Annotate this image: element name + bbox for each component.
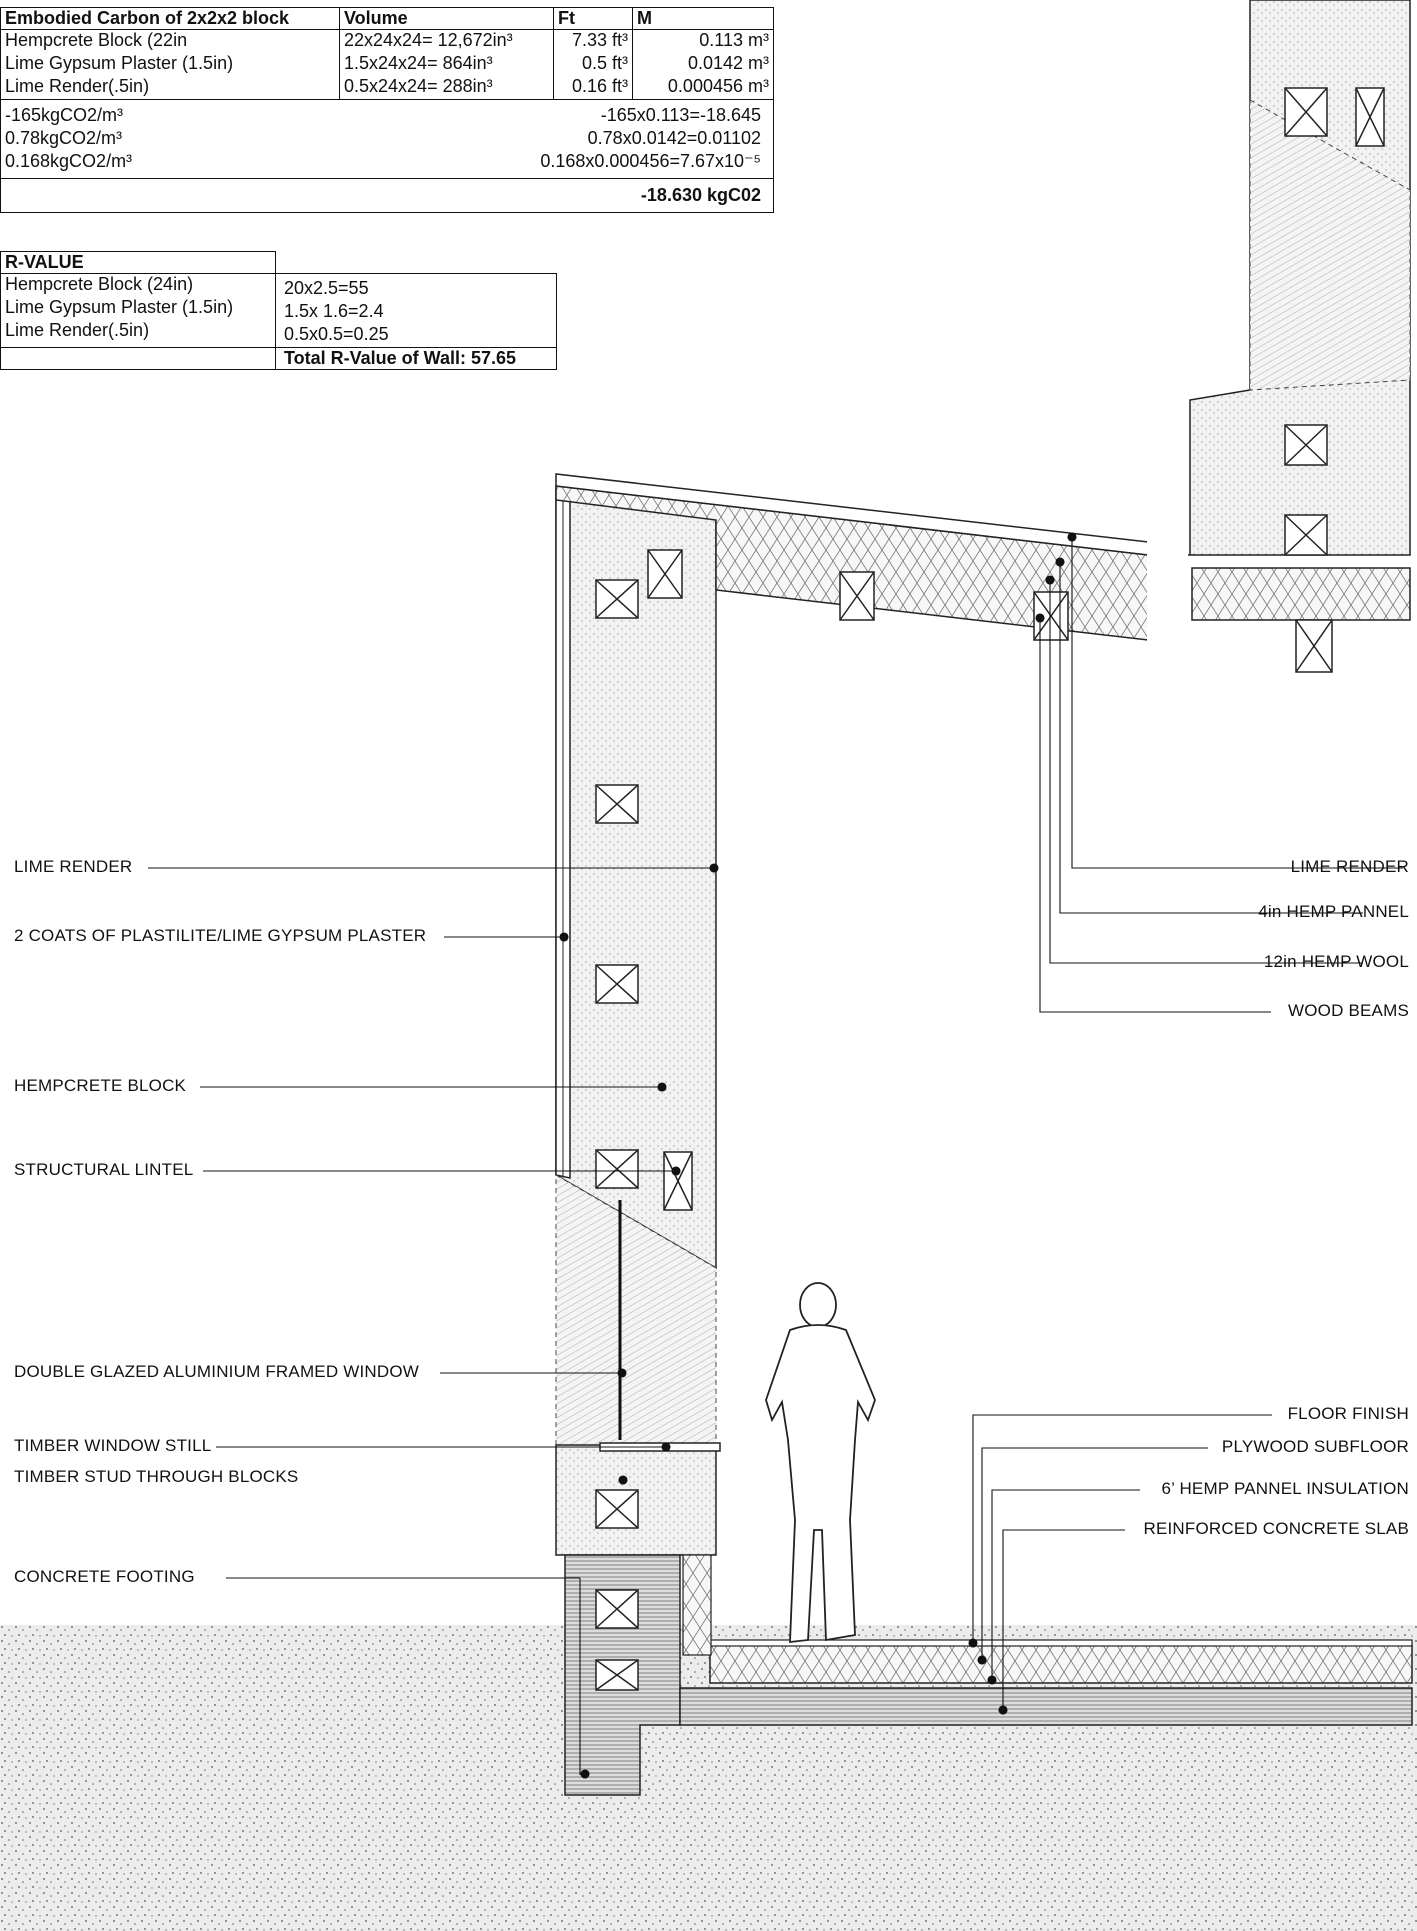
label-plaster: 2 COATS OF PLASTILITE/LIME GYPSUM PLASTER	[14, 926, 427, 945]
carbon-header-material: Embodied Carbon of 2x2x2 block	[1, 8, 340, 30]
carbon-ft: 0.16 ft³	[571, 76, 628, 96]
label-hemp-pannel: 4in HEMP PANNEL	[1258, 902, 1409, 921]
carbon-m-cell	[633, 30, 774, 100]
rvalue-total: Total R-Value of Wall: 57.65	[276, 348, 557, 370]
rvalue-calc: 0.5x0.5=0.25	[284, 324, 389, 344]
rvalue-calc: 20x2.5=55	[284, 278, 369, 298]
label-window-sill: TIMBER WINDOW STILL	[14, 1436, 212, 1455]
carbon-ft-cell	[554, 30, 633, 100]
carbon-header-m: M	[633, 8, 774, 30]
carbon-calcs-cell	[340, 100, 774, 179]
label-wood-beams: WOOD BEAMS	[1287, 1001, 1409, 1020]
rvalue-calc: 1.5x 1.6=2.4	[284, 301, 384, 321]
label-hemp-wool: 12in HEMP WOOL	[1263, 952, 1409, 971]
carbon-factors-cell	[1, 100, 340, 179]
carbon-factor: -165kgCO2/m³	[5, 105, 124, 125]
floor-finish	[710, 1640, 1412, 1646]
label-concrete-slab: REINFORCED CONCRETE SLAB	[1143, 1519, 1409, 1538]
rvalue-calcs-cell	[276, 274, 557, 348]
carbon-calc: 0.78x0.0142=0.01102	[587, 128, 761, 148]
rvalue-header: R-VALUE	[1, 252, 276, 274]
carbon-factor: 0.78kgCO2/m³	[5, 128, 123, 148]
label-lime-render: LIME RENDER	[14, 857, 133, 876]
carbon-material: Lime Render(.5in)	[5, 76, 150, 96]
label-hemp-insulation: 6’ HEMP PANNEL INSULATION	[1161, 1479, 1409, 1498]
carbon-ft: 0.5 ft³	[581, 53, 628, 73]
rvalue-material: Hempcrete Block (24in)	[5, 274, 194, 294]
hemp-insulation	[710, 1645, 1412, 1683]
carbon-m: 0.000456 m³	[667, 76, 769, 96]
carbon-calc: 0.168x0.000456=7.67x10⁻⁵	[540, 151, 761, 171]
carbon-header-volume: Volume	[340, 8, 554, 30]
rvalue-material: Lime Gypsum Plaster (1.5in)	[5, 297, 234, 317]
carbon-volume: 0.5x24x24= 288in³	[344, 76, 493, 96]
rvalue-materials-cell	[1, 274, 276, 348]
carbon-materials-cell	[1, 30, 340, 100]
floor-slab	[680, 1688, 1412, 1725]
carbon-material: Lime Gypsum Plaster (1.5in)	[5, 53, 234, 73]
label-roof-lime-render: LIME RENDER	[1290, 857, 1409, 876]
label-floor-finish: FLOOR FINISH	[1287, 1404, 1409, 1423]
embodied-carbon-table	[0, 7, 774, 213]
leader-lines	[148, 533, 1403, 1778]
carbon-ft: 7.33 ft³	[571, 30, 628, 50]
label-timber-stud: TIMBER STUD THROUGH BLOCKS	[14, 1467, 299, 1486]
carbon-m: 0.113 m³	[699, 30, 769, 50]
carbon-header-ft: Ft	[554, 8, 633, 30]
human-figure	[766, 1283, 875, 1642]
carbon-factor: 0.168kgCO2/m³	[5, 151, 133, 171]
carbon-volumes-cell	[340, 30, 554, 100]
carbon-calc: -165x0.113=-18.645	[600, 105, 761, 125]
label-structural-lintel: STRUCTURAL LINTEL	[14, 1160, 194, 1179]
carbon-volume: 1.5x24x24= 864in³	[344, 53, 493, 73]
label-concrete-footing: CONCRETE FOOTING	[14, 1567, 195, 1586]
upper-roof	[1192, 568, 1410, 620]
edge-insulation	[683, 1555, 711, 1655]
label-hempcrete-block: HEMPCRETE BLOCK	[14, 1076, 187, 1095]
carbon-total: -18.630 kgC02	[1, 179, 774, 213]
carbon-m: 0.0142 m³	[687, 53, 769, 73]
r-value-table	[0, 251, 557, 370]
label-plywood-subfloor: PLYWOOD SUBFLOOR	[1221, 1437, 1409, 1456]
label-window: DOUBLE GLAZED ALUMINIUM FRAMED WINDOW	[14, 1362, 420, 1381]
rvalue-material: Lime Render(.5in)	[5, 320, 150, 340]
carbon-material: Hempcrete Block (22in	[5, 30, 188, 50]
carbon-volume: 22x24x24= 12,672in³	[344, 30, 513, 50]
